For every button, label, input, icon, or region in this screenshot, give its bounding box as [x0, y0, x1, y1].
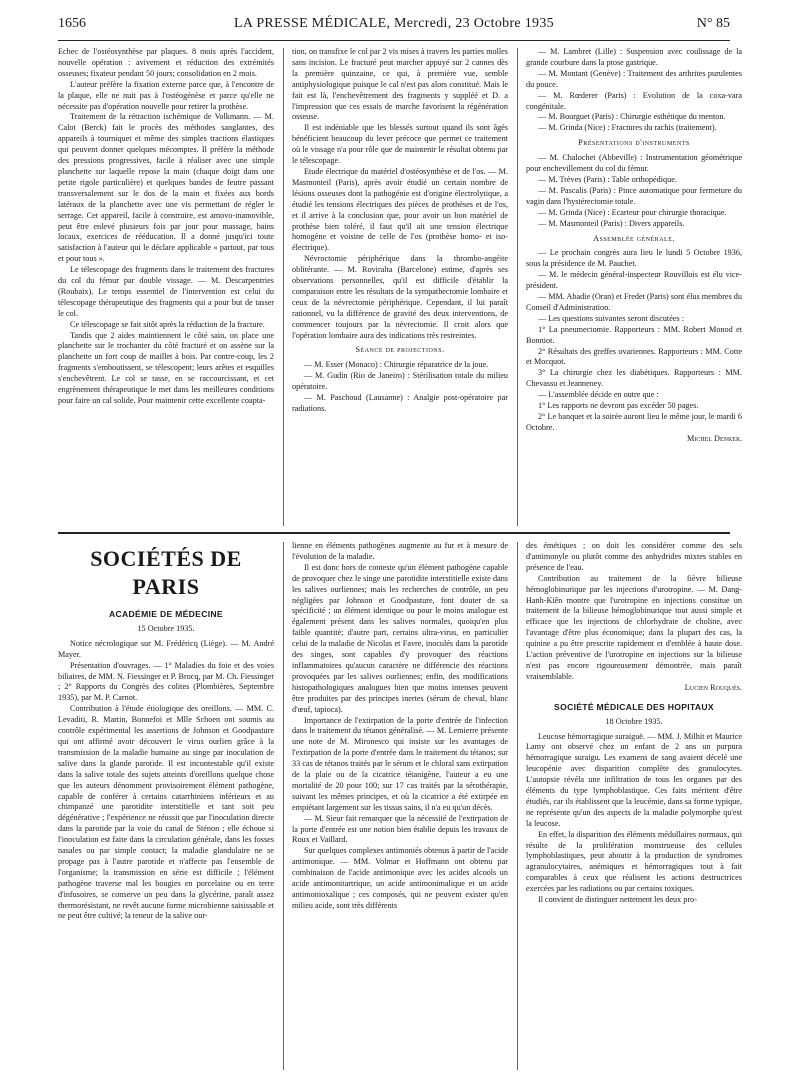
list-item: — M. Paschoud (Lausanne) : Analgie post-opératoire par radiations.	[292, 393, 508, 413]
paragraph: — M. le médecin général-inspecteur Rouvillois est élu vice-président.	[526, 270, 742, 291]
paragraph: 2° Le banquet et la soirée auront lieu le même jour, le mardi 6 Octobre.	[526, 412, 742, 432]
paragraph: En effet, la disparition des éléments médullaires normaux, qui résulte de la prolifération monstrueuse des cellules lymphoblastiques, peut aboutir à la production de syndromes agranulocytaires, anémiques et hémorragiques tout à fait comparables à ceux que réalisent les actions destructrices exercées par les radiations ou par certains toxiques.	[526, 829, 742, 894]
list-item: — M. Montant (Genève) : Traitement des arthrites purulentes du pouce.	[526, 68, 742, 89]
paragraph: L'auteur préfère la fixation externe parce que, à l'encontre de la plaque, elle ne nuit pas à l'ostéogénèse et parce qu'elle ne nécessite pas d'opération nouvelle pour retirer la prothèse.	[58, 79, 274, 111]
paragraph: Il convient de distinguer nettement les deux pro-	[538, 895, 697, 905]
list-item: — M. Grinda (Nice) : Ecarteur pour chirurgie thoracique.	[538, 207, 727, 217]
signature: Michel Denker.	[687, 433, 742, 443]
paragraph: Echec de l'ostéosynthèse par plaques. 8 mois après l'accident, nouvelle opération : avivement et réduction des extrémités osseuses; fixateur pendant 50 jours; consolidation en 2 mois.	[58, 47, 274, 78]
paragraph: 2° Résultats des greffes ovariennes. Rapporteurs : MM. Cotte et Mocquot.	[526, 346, 742, 367]
bottom-column-3	[526, 541, 742, 1071]
paragraph: 1° Les rapports ne devront pas excéder 50 pages.	[538, 401, 699, 411]
paragraph: 3° La chirurgie chez les diabétiques. Rapporteurs : MM. Chevassu et Jeanneney.	[526, 368, 742, 389]
section-subheading: Présentations d'instruments	[578, 138, 690, 148]
paragraph: Il est donc hors de conteste qu'un élément pathogène capable de provoquer chez le singe une parotidite interstitielle existe dans les salives ourliennes; mais les recherches de contrôle, un peu négligées par Johnson et Goodpasture, font douter de sa spécificité ; un élément identique ou pour le moins analogue est également présent dans les salives normales, quoiqu'en plus faible quantité; d'autre part, certains ultra-virus, en particulier celui de la maladie de Nicolas et Favre, inoculés dans la parotide des singes, sont capables d'y provoquer des réactions inflammatoires qu'aucun caractère ne différencie des réactions provoquées par les salives ourliennes; enfin, des modifications histopathologiques analogues bien que moins intenses peuvent être produites par des principes inertes (sérum de cheval, blanc d'œuf, tapioca).	[292, 562, 508, 714]
section-subheading: Assemblée générale.	[593, 233, 675, 243]
list-item: — M. Bourguet (Paris) : Chirurgie esthétique du menton.	[538, 112, 726, 122]
article-descarpentries: Le télescopage des fragments dans le traitement des fractures du col du fémur par double vissage. — M. Descarpentries (Roubaix). Le temps essentiel de l'intervention est celui du télescopage thérapeutique des fragments qui a pour but de tasser le col.	[58, 265, 274, 318]
column-rule	[517, 48, 518, 526]
paragraph: — MM. Abadie (Oran) et Fredet (Paris) sont élus membres du Conseil d'Administration.	[526, 292, 742, 312]
column-rule	[517, 542, 518, 1070]
list-item: — M. Grinda (Nice) : Fractures du rachis (traitement).	[538, 123, 717, 133]
top-column-2	[292, 47, 508, 527]
header-rule	[58, 40, 730, 41]
signature: Lucien Rouquès.	[684, 682, 742, 692]
issue-number: N° 85	[696, 16, 730, 31]
section-subheading: Séance de projections.	[355, 345, 445, 355]
top-column-1	[58, 47, 274, 527]
paragraph: lienne en éléments pathogènes augmente au fur et à mesure de l'évolution de la maladie.	[292, 541, 508, 561]
article-volmar: Sur quelques complexes antimoniés obtenus à partir de l'acide antimonique. — MM. Volmar et Hoffmann ont obtenu par combinaison de l'acide antimonique avec les acides alcools un acide antimonitartrique, un acide antimonimalique et un acide antimonioxalique ; ces composés, qui ne peuvent exister qu'en milieu acide, sont très différents	[292, 846, 508, 910]
society-heading: ACADÉMIE DE MÉDECINE	[109, 609, 223, 619]
paragraph: — Le prochain congrès aura lieu le lundi 5 Octobre 1936, sous la présidence de M. Pauchet.	[526, 248, 742, 269]
bottom-column-1	[58, 541, 274, 1071]
list-item: — M. Esser (Monaco) : Chirurgie réparatrice de la joue.	[304, 360, 489, 370]
article-milhit-lamy: Leucose hémorragique suraiguë. — MM. J. Milhit et Maurice Lamy ont observé chez un enfant de 2 ans un purpura hémorragique suraigu. Les examens de sang avaient décelé une leucopénie avec disparition complète des granulocytes. L'autopsie révéla une infiltration de tous les organes par des éléments du type lymphoblastique. Ces faits méritent d'être étudiés, car ils établissent que la leucémie, dans sa forme typique, ne représente qu'un des aspects de la maladie polymorphe qu'est la leucose.	[526, 731, 742, 828]
list-item: — M. Pascalis (Paris) : Pince automatique pour fermeture du vagin dans l'hystérectomie totale.	[526, 185, 742, 206]
page-number: 1656	[58, 16, 86, 31]
article-dang-hanh-kien: Contribution au traitement de la fièvre bilieuse hémoglobinurique par les injections d'urotropine. — M. Dang-Hanh-Kiên montre que l'urotropine en injections constitue un traitement de la bilieuse hémoglobinurique tout aussi simple et efficace que les injections de chlorhydrate de choline, avec l'avantage d'être plus économique; dans la plupart des cas, la quinine a pu être prescrite rapidement et d'emblée à haute dose. L'action préventive de l'urotropine en injections sur la bilieuse n'est pas encore rigoureusement démontrée, mais paraît vraisemblable.	[526, 573, 742, 681]
article-calot: Traitement de la rétraction ischémique de Volkmann. — M. Calot (Berck) fait le procès des méthodes sanglantes, des appareils à tourniquet et même des simples tractions élastiques qui peuvent donner quelques mécomptes. Il préfère la méthode des pressions progressives, facile à réaliser avec une simple planchette sur laquelle repose la main (chaque doigt dans une petite rigole particulière) et quelques bandes de feutre passant transversalement sur le dos de la main et fixées aux bords latéraux de la planchette avec une vis permettant de régler le serrage. Cet appareil, facile à construire, est amovo-inamovible, peut être enlevé plusieurs fois par jour pour massage, bains locaux, exercices de rééducation. Il a donné jusqu'ici toute satisfaction à l'auteur qui le déclare applicable « partout, par tous et pour tous ».	[58, 112, 274, 264]
paragraph: 1° La pneumectomie. Rapporteurs : MM. Robert Monod et Bonniot.	[526, 324, 742, 345]
list-item: — M. Rœderer (Paris) : Evolution de la coxa-vara congénitale.	[526, 90, 742, 111]
page-header	[58, 16, 730, 40]
column-rule	[283, 48, 284, 526]
paragraph: — M. Sieur fait remarquer que la nécessité de l'extirpation de la porte d'entrée est une notion bien établie depuis les travaux de Roux et Vaillard.	[292, 813, 508, 845]
section-rule	[58, 532, 730, 534]
paragraph: Présentation d'ouvrages. — 1° Maladies du foie et des voies biliaires, de MM. N. Fiessinger et P. Brocq, par M. Ch. Fiessinger ; 2° Rapports du Congrès des colites (Plombières, Septembre 1935), par M. P. Carnot.	[58, 660, 274, 703]
session-date: 15 Octobre 1935.	[137, 623, 195, 633]
section-heading: SOCIÉTÉS DE PARIS	[90, 546, 242, 599]
paragraph: — L'assemblée décide en outre que :	[538, 390, 659, 400]
list-item: — M. Trèves (Paris) : Table orthopédique.	[538, 174, 677, 184]
paragraph: Ce télescopage se fait sitôt après la réduction de la fracture.	[70, 319, 265, 329]
list-item: — M. Chalochet (Abbeville) : Instrumentation géométrique pour enchevillement du col du fémur.	[526, 153, 742, 174]
list-item: — M. Masmonteil (Paris) : Divers appareils.	[538, 218, 685, 228]
paragraph: tion, on transfixe le col par 2 vis mises à travers les parties molles sans incision. Le fracturé peut marcher appuyé sur 2 cannes dès la première quinzaine, ce qui, à première vue, semble antiphysiologique puisque le cal n'est pas alors constitué. Mais le fait est là, l'enchevêtrement des fragments y suppléé et D. a l'impression que ces essais de marche favorisent la régénération osseuse.	[292, 47, 508, 122]
article-lemierre: Importance de l'extirpation de la porte d'entrée de l'infection dans le traitement du tétanos généralisé. — M. Lemierre présente une note de M. Mironesco qui insiste sur les avantages de l'extirpation de la porte d'entrée dans le traitement du tétanos; sur 33 cas de tétanos traités par le sérum et le chloral sans extirpation de la plaie ou de la cicatrice tétanigène, l'auteur a eu une mortalité de 20 pour 100; sur 17 cas traités par la sérothérapie, suivant les mêmes principes, et où la cicatrice a été extirpée en empiétant largement sur les tissus sains, il n'a eu qu'un décès.	[292, 715, 508, 812]
society-heading: SOCIÉTÉ MÉDICALE DES HOPITAUX	[554, 701, 714, 712]
paragraph: Notice nécrologique sur M. Frédéricq (Liège). — M. André Mayer.	[58, 638, 274, 659]
paragraph: des émétiques ; on doit les considérer comme des sels d'antimonyle ou plutôt comme des anhydrides mixtes stables en présence de l'eau.	[526, 541, 742, 572]
bottom-column-2	[292, 541, 508, 1071]
paragraph: — Les questions suivantes seront discutées :	[538, 313, 684, 323]
top-column-3	[526, 47, 742, 527]
article-masmonteil: Etude électrique du matériel d'ostéosynthèse et de l'os. — M. Masmonteil (Paris), après avoir étudié un certain nombre de lésions osseuses dont la pathogénie est d'origine électrolytique, a étudié les tensions électriques des pièces de prothèses et de l'os, et il arrive à la conclusion que, pour avoir un bon matériel de prothèse bien toléré, il faut qu'il ait une tension électrique homogène et voisine de celle de l'os (prothèse homo- et iso-électrique).	[292, 166, 508, 253]
paragraph: Il est indéniable que les blessés surtout quand ils sont âgés bénéficient beaucoup du lever précoce que permet ce traitement où le vissage n'a pour rôle que de maintenir le résultat obtenu par le télescopage.	[292, 123, 508, 166]
list-item: — M. Gudin (Rio de Janeiro) : Stérilisation totale du milieu opératoire.	[292, 371, 508, 392]
column-rule	[283, 542, 284, 1070]
article-levaditi: Contribution à l'étude étiologique des oreillons. — MM. C. Levaditi, R. Martin, Bonnefoi et Mlle Schoen ont soumis au contrôle expérimental les assertions de Johnson et Goodpasture qui ont affirmé avoir découvert le virus ourlien grâce à la transmission de la maladie humaine au singe par inoculation de salive dans la glande parotide. Il est incontestable qu'il existe dans la salive totale des sujets atteints d'oreillons quelque chose que les auteurs dénomment provisoirement élément pathogène, capable de conférer à certains catarrhiniens inférieurs et au chimpanzé une parotidite interstitielle et tant soit peu dégénérative ; l'expérience ne réussit que par l'inoculation directe dans la parotide par la voie du canal de Sténon ; elle échoue si l'inoculation est faite dans la circulation générale, dans les fosses nasales ou par simple contact; la maladie glandulaire ne se propage pas à l'autre parotide et n'affecte pas l'ensemble de l'organisme; la transmission en série est difficile ; l'élément pathogène traverse mal les bougies en porcelaine ou en terre d'infusoires, se conserve un peu dans la glycérine, paraît assez thermorésistant, ne revêt aucune forme microbienne saisissable et ne peut être cultivé; la teneur de la salive our-	[58, 704, 274, 921]
paragraph: Tandis que 2 aides maintiennent le côté sain, on place une planchette sur le trochanter du côté fracturé et on assène sur la planchette un fort coup de maillet à bois. Par contre-coup, les 2 fragments s'emboutissent, se télescopent; leurs arêtes et esquilles s'enchevêtrent. Le col se tasse, en se raccourcissant, et cet engrènement thérapeutique le met dans les meilleures conditions pour faire un cal solide. Pour maintenir cette excellente coapta-	[58, 330, 274, 405]
journal-title: LA PRESSE MÉDICALE, Mercredi, 23 Octobre 1935	[234, 16, 554, 31]
session-date: 18 Octobre 1935.	[605, 716, 663, 726]
list-item: — M. Lambret (Lille) : Suspension avec coulissage de la grande courbure dans la ptose gastrique.	[526, 47, 742, 67]
article-roviralta: Névroctomie périphérique dans la thrombo-angéite oblitérante. — M. Roviralta (Barcelone) estime, d'après ses observations personnelles, qu'il est difficile d'établir la comparaison entre les résultats de la sympathectomie lombaire et ceux de la névrectomie périphérique. Cependant, il lui paraît rationnel, vu la différence de gravité des deux interventions, de commencer toujours par la névrectomie. Il croit alors que l'opération lombaire aura des indications très restreintes.	[292, 254, 508, 340]
